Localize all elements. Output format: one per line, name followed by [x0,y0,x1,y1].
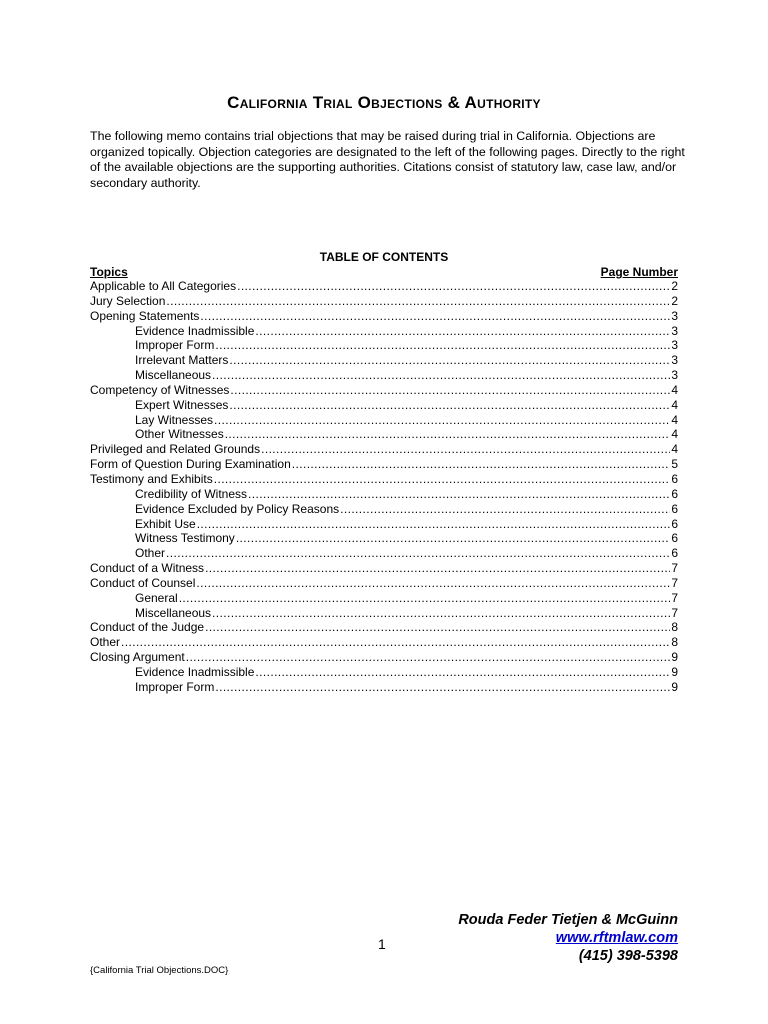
toc-entry[interactable] [90,383,678,398]
toc-entry-page: 3 [671,338,678,353]
toc-entry-page: 7 [671,605,678,620]
toc-entry-label: Other [135,546,166,561]
toc-entry-page: 7 [671,575,678,590]
toc-entry-label: Miscellaneous [135,368,212,383]
toc-dot-leader [261,442,670,457]
toc-dot-leader [179,591,671,606]
toc-entry-label: Lay Witnesses [135,412,214,427]
toc-entry[interactable] [90,324,678,339]
toc-entry-label: Form of Question During Examination [90,457,291,472]
toc-entry[interactable] [90,413,678,428]
toc-entry[interactable] [90,472,678,487]
toc-entry-page: 5 [671,457,678,472]
toc-entry[interactable] [90,353,678,368]
toc-entry-label: Conduct of the Judge [90,620,205,635]
firm-phone: (415) 398-5398 [578,948,678,964]
toc-entry-page: 6 [671,486,678,501]
toc-entry-page: 6 [671,546,678,561]
toc-dot-leader [166,546,670,561]
toc-entry[interactable] [90,427,678,442]
toc-dot-leader [237,279,670,294]
toc-entry-label: Improper Form [135,338,215,353]
toc-entry-label: Jury Selection [90,293,166,308]
toc-entry[interactable] [90,531,678,546]
toc-entry-label: Closing Argument [90,650,185,665]
toc-entry-label: Witness Testimony [135,531,235,546]
toc-entry[interactable] [90,338,678,353]
toc-entry-label: Applicable to All Categories [90,279,237,293]
toc-entry-page: 3 [671,353,678,368]
toc-entry[interactable] [90,620,678,635]
toc-entry[interactable] [90,680,678,695]
toc-entry-page: 2 [671,279,678,293]
toc-dot-leader [186,650,671,665]
page-number: 1 [378,936,386,952]
toc-entry[interactable] [90,279,678,294]
toc-entry-label: Evidence Inadmissible [135,664,255,679]
toc-dot-leader [230,383,670,398]
toc-entry-label: Irrelevant Matters [135,353,229,368]
toc-entry[interactable] [90,398,678,413]
toc-dot-leader [229,398,670,413]
toc-entry[interactable] [90,546,678,561]
toc-page-number-header: Page Number [600,265,678,279]
toc-dot-leader [215,338,670,353]
toc-dot-leader [255,324,670,339]
toc-entry-page: 6 [671,471,678,486]
toc-entry[interactable] [90,309,678,324]
toc-entry[interactable] [90,650,678,665]
firm-name: Rouda Feder Tietjen & McGuinn [458,912,678,928]
toc-entry-label: Expert Witnesses [135,397,229,412]
toc-entry-page: 6 [671,516,678,531]
toc-entry-label: Miscellaneous [135,605,212,620]
toc-entry-label: Other [90,635,121,650]
toc-entry-label: Evidence Inadmissible [135,323,255,338]
toc-dot-leader [205,561,670,576]
toc-entry[interactable] [90,665,678,680]
toc-entry[interactable] [90,457,678,472]
toc-entry-page: 9 [671,679,678,694]
toc-entry[interactable] [90,591,678,606]
firm-info [458,911,678,965]
toc-entry-page: 4 [671,382,678,397]
toc-dot-leader [200,309,670,324]
toc-dot-leader [121,635,670,650]
toc-entry-label: Conduct of Counsel [90,575,196,590]
toc-entry[interactable] [90,517,678,532]
toc-dot-leader [236,531,671,546]
toc-entry-label: Exhibit Use [135,516,196,531]
toc-entry[interactable] [90,635,678,650]
firm-website-link[interactable]: www.rftmlaw.com [555,930,678,946]
toc-entry[interactable] [90,606,678,621]
intro-paragraph: The following memo contains trial objections that may be raised during trial in California. Objections are organized topically. Objection categories are designated to the left of the following pages. Directly to the right of the available objections are the supporting authorities. Citations consist of statutory law, case law, and/or secondary authority. [90,129,685,190]
toc-entry-label: Other Witnesses [135,427,224,442]
toc-entry-label: Opening Statements [90,308,200,323]
toc-dot-leader [340,502,670,517]
toc-dot-leader [196,576,670,591]
toc-entry-label: Privileged and Related Grounds [90,442,261,457]
toc-dot-leader [292,457,671,472]
toc-dot-leader [255,665,670,680]
toc-entry-page: 4 [671,427,678,442]
toc-heading: TABLE OF CONTENTS [319,250,449,264]
toc-entry-page: 8 [671,635,678,650]
toc-entry-page: 4 [671,397,678,412]
toc-entry[interactable] [90,487,678,502]
toc-dot-leader [215,680,670,695]
toc-entry-label: General [135,590,178,605]
toc-dot-leader [214,413,670,428]
toc-dot-leader [212,368,670,383]
document-file-name: {California Trial Objections.DOC} [90,965,229,976]
document-title: California Trial Objections & Authority [227,93,541,112]
toc-entry-page: 3 [671,368,678,383]
toc-entry-label: Competency of Witnesses [90,382,230,397]
toc-entry-label: Improper Form [135,679,215,694]
toc-dot-leader [229,353,670,368]
toc-entry-page: 8 [671,620,678,635]
toc-dot-leader [212,606,670,621]
toc-entry-page: 7 [671,590,678,605]
toc-dot-leader [248,487,670,502]
toc-entry-page: 9 [671,650,678,665]
toc-entry-page: 6 [671,501,678,516]
toc-entry-page: 2 [671,293,678,308]
toc-dot-leader [205,620,670,635]
toc-entry-page: 4 [671,412,678,427]
toc-entry[interactable] [90,576,678,591]
toc-entry-page: 4 [671,442,678,457]
toc-entry-label: Conduct of a Witness [90,561,205,576]
table-of-contents [90,279,678,695]
toc-topics-header: Topics [90,265,128,279]
toc-dot-leader [214,472,671,487]
toc-entry[interactable] [90,294,678,309]
toc-entry-page: 9 [671,664,678,679]
toc-entry-page: 6 [671,531,678,546]
toc-entry-label: Testimony and Exhibits [90,471,213,486]
toc-entry[interactable] [90,442,678,457]
toc-entry[interactable] [90,502,678,517]
toc-entry-page: 3 [671,323,678,338]
toc-entry-page: 7 [671,561,678,576]
toc-dot-leader [166,294,670,309]
toc-entry[interactable] [90,368,678,383]
toc-entry[interactable] [90,561,678,576]
toc-entry-label: Credibility of Witness [135,486,248,501]
toc-dot-leader [225,427,671,442]
toc-dot-leader [197,517,671,532]
toc-entry-label: Evidence Excluded by Policy Reasons [135,501,340,516]
toc-entry-page: 3 [671,308,678,323]
